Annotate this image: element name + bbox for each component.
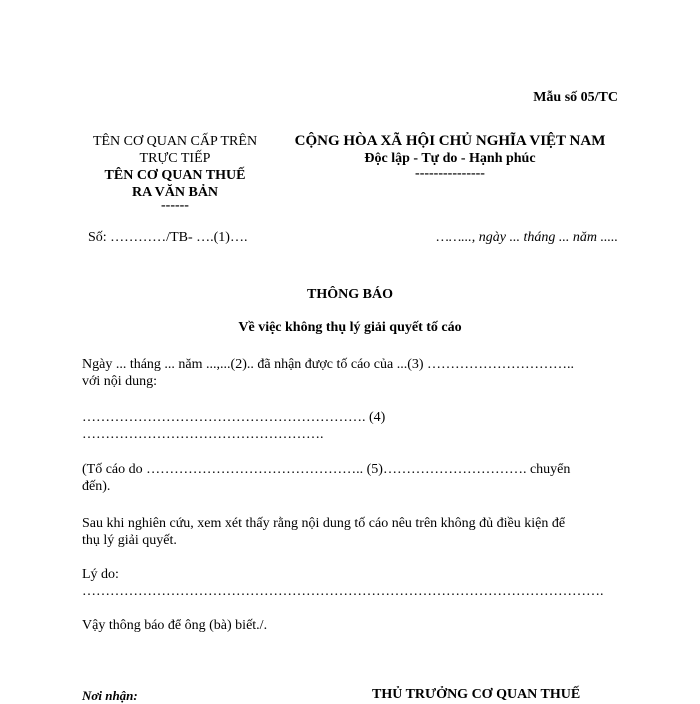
country-name: CỘNG HÒA XÃ HỘI CHỦ NGHĨA VIỆT NAM: [294, 133, 606, 149]
left-divider: ------: [161, 198, 189, 213]
paragraph-received-line1: Ngày ... tháng ... năm ...,...(2).. đã nhận được tố cáo của ...(3) …………………………..: [82, 357, 575, 372]
agency-tax-line2: RA VĂN BẢN: [131, 185, 219, 200]
paragraph-received-line2: với nội dung:: [82, 374, 158, 389]
right-divider: ---------------: [415, 166, 485, 181]
reason-dots: ………………………………………………………………………………………………….: [82, 584, 604, 599]
doc-number: Số: …………/TB- ….(1)….: [88, 230, 248, 245]
content-dots-line2: …………………………………………….: [82, 427, 324, 442]
closing-line: Vậy thông báo để ông (bà) biết./.: [82, 618, 268, 633]
doc-title: THÔNG BÁO: [307, 287, 393, 302]
agency-tax-line1: TÊN CƠ QUAN THUẾ: [104, 168, 246, 183]
paragraph-forwarded-line1: (Tố cáo do ……………………………………….. (5)…………………………. chuyển: [82, 462, 571, 477]
signer-title: THỦ TRƯỞNG CƠ QUAN THUẾ: [372, 687, 581, 702]
date-line: ……..., ngày ... tháng ... năm .....: [436, 230, 618, 245]
paragraph-received: [82, 356, 622, 390]
doc-subtitle: Về việc không thụ lý giải quyết tố cáo: [238, 320, 462, 335]
content-dots-line1: ……………………………………………………. (4): [82, 410, 386, 425]
paragraph-forwarded-line2: đến).: [82, 479, 111, 494]
left-header: [80, 133, 270, 211]
agency-superior-line2: TRỰC TIẾP: [139, 151, 211, 166]
paragraph-review-line2: thụ lý giải quyết.: [82, 533, 177, 548]
reason-block: [82, 566, 622, 600]
right-header: [285, 133, 615, 181]
agency-superior-line1: TÊN CƠ QUAN CẤP TRÊN: [92, 134, 258, 149]
paragraph-review-line1: Sau khi nghiên cứu, xem xét thấy rằng nội dung tố cáo nêu trên không đủ điều kiện để: [82, 516, 566, 531]
form-code: Mẫu số 05/TC: [533, 90, 618, 105]
reason-label: Lý do:: [82, 567, 119, 582]
content-dots: [82, 409, 622, 443]
paragraph-review: [82, 515, 622, 549]
recipients-label: Nơi nhận:: [82, 688, 138, 703]
paragraph-forwarded: [82, 461, 622, 495]
national-motto: Độc lập - Tự do - Hạnh phúc: [364, 151, 536, 166]
